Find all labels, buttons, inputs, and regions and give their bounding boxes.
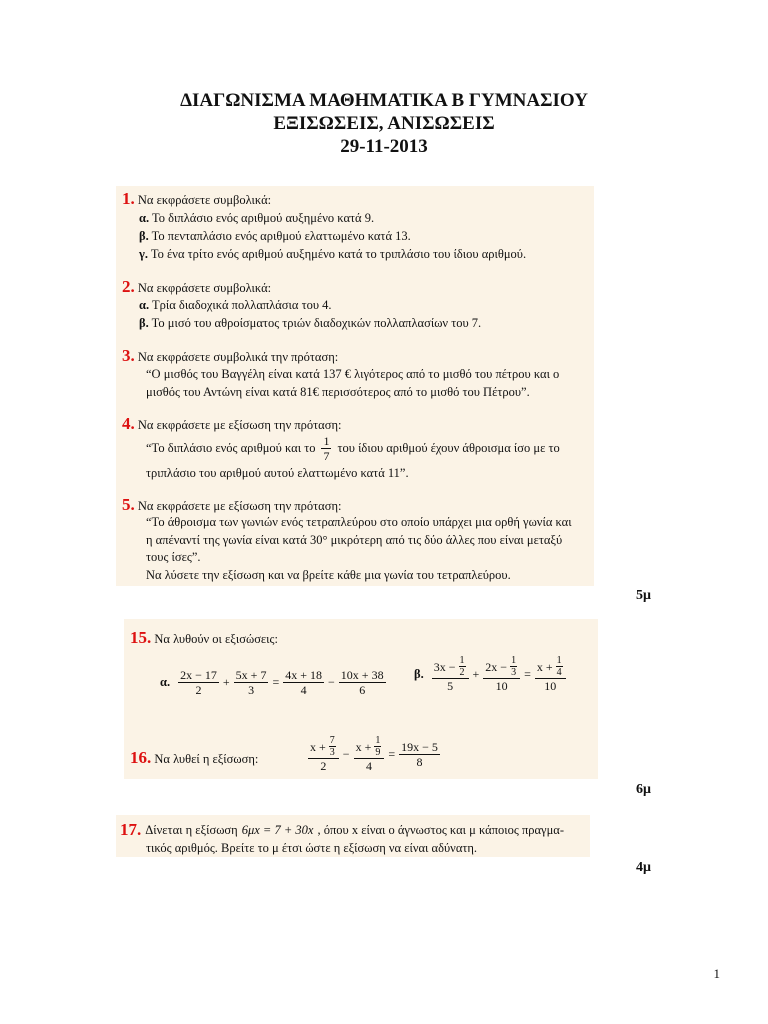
points-label: 6μ — [636, 782, 651, 797]
question-16: 16. Να λυθεί η εξίσωση: — [130, 748, 259, 767]
list-item: α. Το διπλάσιο ενός αριθμού αυξημένο κατά 9. — [139, 211, 375, 225]
question-text: μισθός του Αντώνη είναι κατά 81€ περισσότερος από το μισθό του Πέτρου”. — [146, 385, 530, 399]
question-number: 1. — [122, 189, 135, 208]
question-text: “Το διπλάσιο ενός αριθμού και το $\frac{1}{7}$ του ίδιου αριθμού έχουν άθροισμα ίσο με το — [146, 434, 560, 463]
question-4: 4. Να εκφράσετε με εξίσωση την πρόταση: — [122, 414, 342, 433]
question-1 — [122, 189, 271, 209]
page-title: ΔΙΑΓΩΝΙΣΜΑ ΜΑΘΗΜΑΤΙΚΑ Β ΓΥΜΝΑΣΙΟΥ — [180, 90, 588, 111]
list-item: γ. Το ένα τρίτο ενός αριθμού αυξημένο κατά το τριπλάσιο του ίδιου αριθμού. — [139, 247, 527, 261]
question-text: τριπλάσιο του αριθμού αυτού ελαττωμένο κατά 11”. — [146, 466, 409, 480]
list-item: β. Το πενταπλάσιο ενός αριθμού ελαττωμένο κατά 13. — [139, 229, 411, 243]
question-text: Να λύσετε την εξίσωση και να βρείτε κάθε μια γωνία του τετραπλεύρου. — [146, 568, 511, 582]
page-subtitle: ΕΞΙΣΩΣΕΙΣ, ΑΝΙΣΩΣΕΙΣ — [273, 113, 495, 134]
points-label: 5μ — [636, 588, 651, 603]
list-item: α. Τρία διαδοχικά πολλαπλάσια του 4. — [139, 298, 332, 312]
question-17: 17. Δίνεται η εξίσωση 6μx = 7 + 30x , όπου x είναι ο άγνωστος και μ κάποιος πραγμα- — [120, 820, 564, 839]
exam-date: 29-11-2013 — [340, 136, 428, 157]
question-2: 2. Να εκφράσετε συμβολικά: — [122, 277, 272, 296]
points-label: 4μ — [636, 860, 651, 875]
equation-alpha: α. $\frac{2x - 17}{2}$ + $\frac{5x + 7}{3}$ = $\frac{4x + 18}{4}$ − $\frac{10x + 38}{6}$ — [160, 668, 384, 697]
question-3: 3. Να εκφράσετε συμβολικά την πρόταση: — [122, 346, 339, 365]
question-text: τικός αριθμός. Βρείτε το μ έτσι ώστε η εξίσωση να είναι αδύνατη. — [146, 841, 478, 855]
fraction: $\frac{1}{7}$ — [323, 434, 330, 463]
question-text: “Ο μισθός του Βαγγέλη είναι κατά 137 € λιγότερος από το μισθό του πέτρου και ο — [146, 367, 560, 381]
question-text: “Το άθροισμα των γωνιών ενός τετραπλεύρου στο οποίο υπάρχει μια ορθή γωνία και — [146, 515, 572, 529]
list-item: β. Το μισό του αθροίσματος τριών διαδοχικών πολλαπλασίων του 7. — [139, 316, 482, 330]
question-5: 5. Να εκφράσετε με εξίσωση την πρόταση: — [122, 495, 342, 514]
page-number: 1 — [713, 966, 720, 981]
equation-beta: β. 3x − $\frac{1}{2}$ 5 + 2x − $\frac{1}{3}$ 10 = x + $\frac{1}{4}$ 10 — [414, 655, 568, 693]
question-text: η απέναντί της γωνία είναι κατά 30° μικρότερη από τις δύο άλλες που είναι μεταξύ — [146, 533, 563, 547]
equation-17: 6μx = 7 + 30x — [241, 822, 314, 837]
question-prompt: Να εκφράσετε συμβολικά: — [137, 193, 272, 207]
question-text: τους ίσες”. — [146, 550, 201, 564]
question-15: 15. Να λυθούν οι εξισώσεις: — [130, 628, 278, 647]
equation-16: x + $\frac{7}{3}$ 2 − x + $\frac{1}{9}$ 4 = $\frac{19x - 5}{8}$ — [310, 735, 438, 773]
